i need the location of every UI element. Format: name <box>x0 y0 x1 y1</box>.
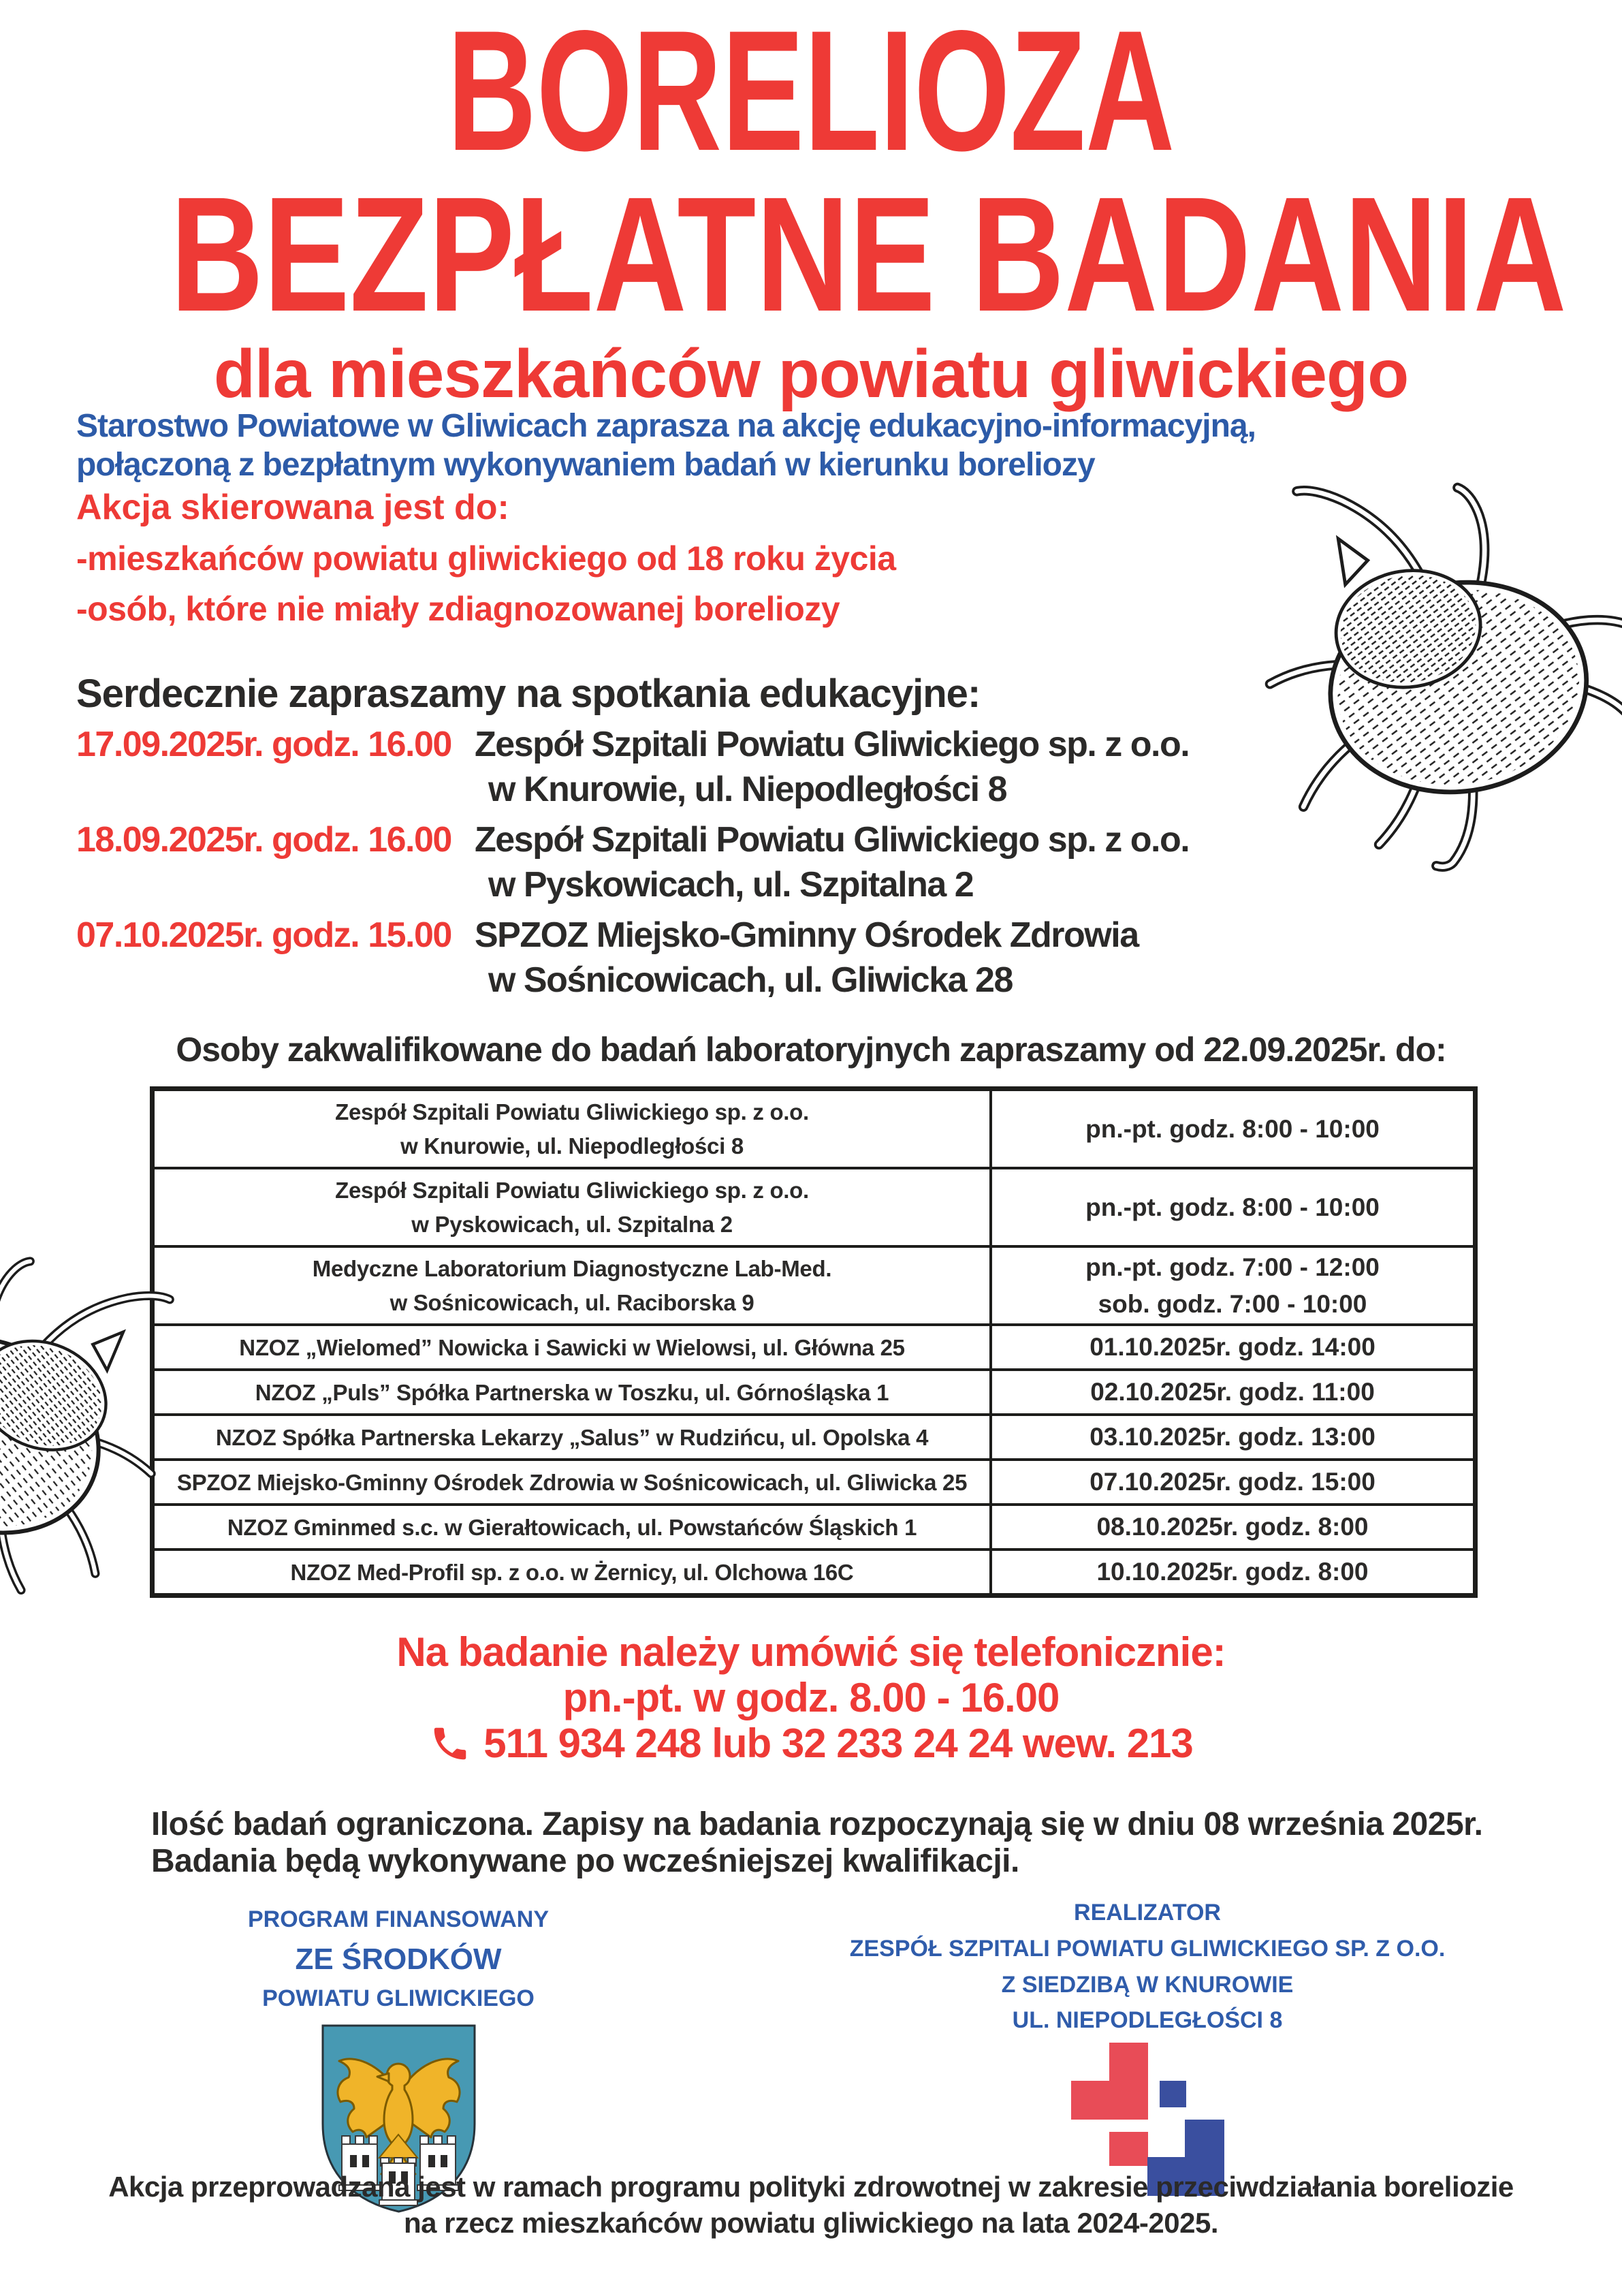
title-line-1: BORELIOZA <box>447 0 1175 187</box>
meeting-item <box>76 817 1189 907</box>
table-cell-place: Medyczne Laboratorium Diagnostyczne Lab-Med. w Sośnicowicach, ul. Raciborska 9 <box>153 1246 991 1325</box>
realizator-line-4: UL. NIEPODLEGŁOŚCI 8 <box>1012 2007 1283 2034</box>
meeting-date: 18.09.2025r. godz. 16.00 <box>76 820 451 860</box>
table-cell-time: pn.-pt. godz. 8:00 - 10:00 <box>991 1168 1476 1246</box>
contact-line-2: pn.-pt. w godz. 8.00 - 16.00 <box>562 1675 1060 1721</box>
table-row <box>153 1505 1476 1550</box>
table-cell-time: pn.-pt. godz. 8:00 - 10:00 <box>991 1089 1476 1169</box>
table-cell-place: NZOZ Gminmed s.c. w Gierałtowicach, ul. Powstańców Śląskich 1 <box>153 1505 991 1550</box>
table-cell-time: 01.10.2025r. godz. 14:00 <box>991 1325 1476 1370</box>
meeting-line <box>76 913 1189 958</box>
table-row <box>153 1089 1476 1169</box>
meeting-address: w Sośnicowicach, ul. Gliwicka 28 <box>488 960 1013 1001</box>
table-row <box>153 1370 1476 1415</box>
table-cell-place: Zespół Szpitali Powiatu Gliwickiego sp. z o.o. w Pyskowicach, ul. Szpitalna 2 <box>153 1168 991 1246</box>
qualification-heading: Osoby zakwalifikowane do badań laboratoryjnych zapraszamy od 22.09.2025r. do: <box>176 1031 1446 1069</box>
bottom-line-2: na rzecz mieszkańców powiatu gliwickiego na lata 2024-2025. <box>404 2206 1218 2239</box>
meeting-line <box>76 722 1189 767</box>
intro-line-1: Starostwo Powiatowe w Gliwicach zaprasza na akcję edukacyjno-informacyjną, <box>76 408 1256 444</box>
table-cell-time: pn.-pt. godz. 7:00 - 12:00 sob. godz. 7:00 - 10:00 <box>991 1246 1476 1325</box>
meeting-venue: Zespół Szpitali Powiatu Gliwickiego sp. z o.o. <box>475 725 1190 764</box>
meetings-section <box>76 671 1189 1003</box>
table-cell-place: NZOZ „Puls” Spółka Partnerska w Toszku, ul. Górnośląska 1 <box>153 1370 991 1415</box>
table-cell-place: NZOZ Med-Profil sp. z o.o. w Żernicy, ul. Olchowa 16C <box>153 1550 991 1596</box>
meetings-heading: Serdecznie zapraszamy na spotkania edukacyjne: <box>76 672 981 716</box>
meeting-item <box>76 913 1189 1003</box>
contact-line-1: Na badanie należy umówić się telefonicznie: <box>396 1629 1226 1675</box>
table-cell-time: 03.10.2025r. godz. 13:00 <box>991 1415 1476 1460</box>
realizator-line-3: Z SIEDZIBĄ W KNUROWIE <box>1001 1971 1294 1998</box>
meeting-venue: Zespół Szpitali Powiatu Gliwickiego sp. z o.o. <box>475 820 1190 860</box>
notes-line-2: Badania będą wykonywane po wcześniejszej kwalifikacji. <box>151 1842 1019 1879</box>
meeting-line <box>76 817 1189 862</box>
meeting-address: w Knurowie, ul. Niepodległości 8 <box>488 770 1006 810</box>
table-cell-place: Zespół Szpitali Powiatu Gliwickiego sp. z o.o. w Knurowie, ul. Niepodległości 8 <box>153 1089 991 1169</box>
meeting-address: w Pyskowicach, ul. Szpitalna 2 <box>488 865 974 905</box>
table-cell-place: NZOZ „Wielomed” Nowicka i Sawicki w Wielowsi, ul. Główna 25 <box>153 1325 991 1370</box>
table-row <box>153 1168 1476 1246</box>
poster-header <box>0 0 1622 413</box>
contact-section <box>0 1629 1622 1767</box>
audience-item: -osób, które nie miały zdiagnozowanej boreliozy <box>76 590 840 628</box>
title-line-2: BEZPŁATNE BADANIA <box>170 163 1567 346</box>
lab-schedule-table <box>150 1086 1478 1598</box>
realizator-line-2: ZESPÓŁ SZPITALI POWIATU GLIWICKIEGO SP. Z O.O. <box>849 1935 1446 1962</box>
intro-line-2: połączoną z bezpłatnym wykonywaniem badań w kierunku boreliozy <box>76 446 1095 483</box>
notes-line-1: Ilość badań ograniczona. Zapisy na badania rozpoczynają się w dniu 08 września 2025r. <box>151 1806 1483 1842</box>
table-cell-place: SPZOZ Miejsko-Gminny Ośrodek Zdrowia w Sośnicowicach, ul. Gliwicka 25 <box>153 1460 991 1505</box>
audience-section <box>76 487 896 629</box>
table-row <box>153 1415 1476 1460</box>
notes-section <box>151 1806 1483 1880</box>
contact-phone-numbers: 511 934 248 lub 32 233 24 24 wew. 213 <box>483 1720 1193 1767</box>
audience-heading: Akcja skierowana jest do: <box>76 488 509 527</box>
phone-handset-icon <box>429 1723 471 1765</box>
table-cell-place: NZOZ Spółka Partnerska Lekarzy „Salus” w Rudzińcu, ul. Opolska 4 <box>153 1415 991 1460</box>
funding-line-3: POWIATU GLIWICKIEGO <box>262 1985 535 2011</box>
meeting-date: 07.10.2025r. godz. 15.00 <box>76 915 451 956</box>
meeting-venue: SPZOZ Miejsko-Gminny Ośrodek Zdrowia <box>475 915 1139 956</box>
table-row <box>153 1460 1476 1505</box>
table-cell-time: 08.10.2025r. godz. 8:00 <box>991 1505 1476 1550</box>
realizator-line-1: REALIZATOR <box>1074 1900 1221 1925</box>
bottom-line-1: Akcja przeprowadzana jest w ramach programu polityki zdrowotnej w zakresie przeciwdziałania boreliozie <box>108 2171 1514 2203</box>
meeting-item <box>76 722 1189 812</box>
meeting-date: 17.09.2025r. godz. 16.00 <box>76 725 451 764</box>
title-subtitle: dla mieszkańców powiatu gliwickiego <box>213 336 1409 413</box>
table-row <box>153 1325 1476 1370</box>
table-cell-time: 10.10.2025r. godz. 8:00 <box>991 1550 1476 1596</box>
tick-illustration-top-right <box>1205 443 1622 905</box>
table-cell-time: 02.10.2025r. godz. 11:00 <box>991 1370 1476 1415</box>
contact-phone-row <box>0 1720 1622 1766</box>
funding-line-2: ZE ŚRODKÓW <box>295 1942 502 1976</box>
bottom-note <box>0 2169 1622 2241</box>
realizator-section <box>804 1899 1491 2199</box>
table-row <box>153 1550 1476 1596</box>
table-cell-time: 07.10.2025r. godz. 15:00 <box>991 1460 1476 1505</box>
funding-line-1: PROGRAM FINANSOWANY <box>248 1906 549 1932</box>
table-row <box>153 1246 1476 1325</box>
audience-item: -mieszkańców powiatu gliwickiego od 18 roku życia <box>76 539 896 578</box>
intro-paragraph <box>76 407 1256 484</box>
